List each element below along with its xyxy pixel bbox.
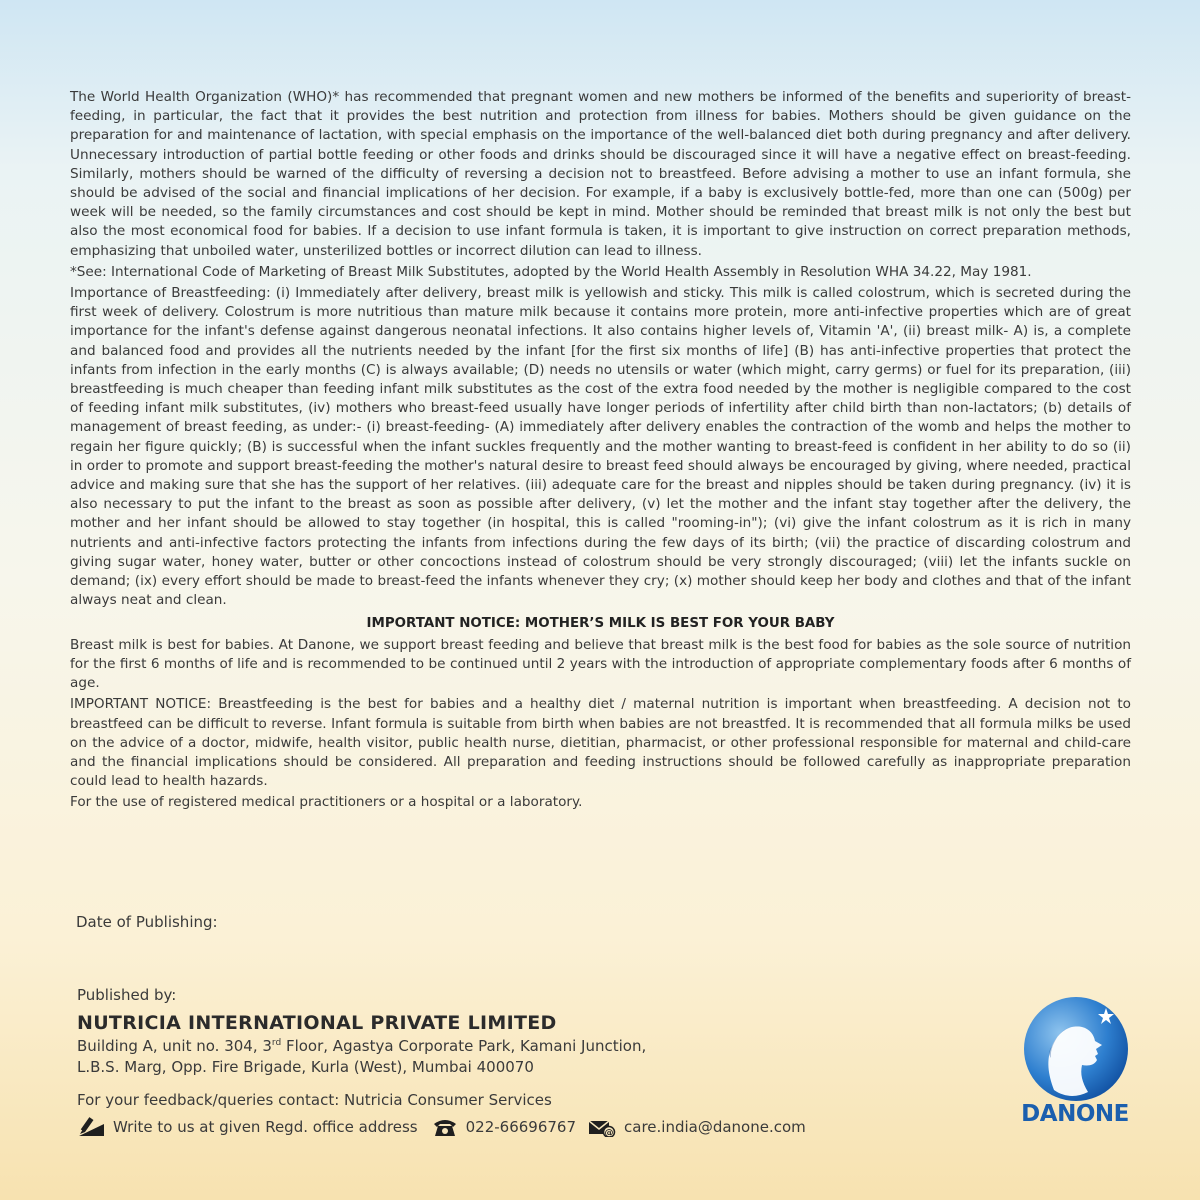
- breastfeeding-importance-paragraph: Importance of Breastfeeding: (i) Immediately after delivery, breast milk is yellowish and sticky. This milk is called colostrum, which is secreted during the first week of delivery. Colostrum is more nutritious than mature milk because it contains more protein, more anti-infective properties which are of great importance for the infant's defense against dangerous neonatal infections. It also contains higher levels of, Vitamin 'A', (ii) breast milk- A) is, a complete and balanced food and provides all the nutrients needed by the infant [for the first six months of life] (B) has anti-infective properties that protect the infants from infection in the early months (C) is always available; (D) needs no utensils or water (which might, carry germs) or fuel for its preparation, (iii) breastfeeding is much cheaper than feeding infant milk substitutes as the cost of the extra food needed by the mother is negligible compared to the cost of feeding infant milk substitutes, (iv) mothers who breast-feed usually have longer periods of infertility after child birth than non-lactators; (b) details of management of breast feeding, as under:- (i) breast-feeding- (A) immediately after delivery enables the contraction of the womb and helps the mother to regain her figure quickly; (B) is successful when the infant suckles frequently and the mother wanting to breast-feed is confident in her ability to do so (ii) in order to promote and support breast-feeding the mother's natural desire to breast feed should always be encouraged by giving, where needed, practical advice and making sure that she has the support of her relatives. (iii) adequate care for the breast and nipples should be taken during pregnancy. (iv) it is also necessary to put the infant to the breast as soon as possible after delivery, (v) let the mother and the infant stay together after the delivery, the mother and her infant should be allowed to stay together (in hospital, this is called "rooming-in"); (vi) give the infant colostrum as it is rich in many nutrients and anti-infective factors protecting the infants from infections during the few days of its birth; (vii) the practice of discarding colostrum and giving sugar water, honey water, butter or other concoctions instead of colostrum should be very strongly discouraged; (viii) let the infants suckle on demand; (ix) every effort should be made to breast-feed the infants whenever they cry; (x) mother should keep her body and clothes and that of the infant always neat and clean.: [70, 285, 1131, 609]
- svg-text:@: @: [604, 1128, 614, 1137]
- email-icon: [588, 1117, 616, 1137]
- who-code-footnote: *See: International Code of Marketing of Breast Milk Substitutes, adopted by the World Health Assembly in Resolution WHA 34.22, May 1981.: [70, 263, 1032, 280]
- write-letter-icon: [77, 1116, 105, 1138]
- write-to-us-text: Write to us at given Regd. office address: [113, 1118, 418, 1136]
- phone-number[interactable]: 022-66696767: [465, 1118, 576, 1136]
- important-notice-paragraph: IMPORTANT NOTICE: Breastfeeding is the best for babies and a healthy diet / maternal nutrition is important when breastfeeding. A decision not to breastfeed can be difficult to reverse. Infant formula is suitable from birth when babies are not breastfed. It is recommended that all formula milks be used on the advice of a doctor, midwife, health visitor, public health nurse, dietitian, pharmacist, or other professional responsible for maternal and child-care and the financial implications should be considered. All preparation and feeding instructions should be followed carefully as inappropriate preparation could lead to health hazards.: [70, 696, 1131, 790]
- publisher-company-name: NUTRICIA INTERNATIONAL PRIVATE LIMITED: [77, 1012, 557, 1034]
- publisher-address-line2: L.B.S. Marg, Opp. Fire Brigade, Kurla (West), Mumbai 400070: [77, 1058, 534, 1076]
- date-of-publishing: Date of Publishing:: [76, 913, 218, 931]
- important-notice-title: IMPORTANT NOTICE: MOTHER’S MILK IS BEST FOR YOUR BABY: [366, 616, 835, 632]
- who-recommendation-paragraph: The World Health Organization (WHO)* has recommended that pregnant women and new mothers be informed of the benefits and superiority of breast-feeding, in particular, the fact that it provides the best nutrition and protection from illness for babies. Mothers should be given guidance on the preparation for and maintenance of lactation, with special emphasis on the importance of the well-balanced diet both during pregnancy and after delivery. Unnecessary introduction of partial bottle feeding or other foods and drinks should be discouraged since it will have a negative effect on breast-feeding. Similarly, mothers should be warned of the difficulty of reversing a decision not to breastfeed. Before advising a mother to use an infant formula, she should be advised of the social and financial implications of her decision. For example, if a baby is exclusively bottle-fed, more than one can (500g) per week will be needed, so the family circumstances and cost should be kept in mind. Mother should be reminded that breast milk is not only the best but also the most economical food for babies. If a decision to use infant formula is taken, it is important to give instruction on correct preparation methods, emphasizing that unboiled water, unsterilized bottles or incorrect dilution can lead to illness.: [70, 89, 1131, 259]
- document-body: [70, 88, 1131, 815]
- publisher-address-line1: Building A, unit no. 304, 3rd Floor, Agastya Corporate Park, Kamani Junction,: [77, 1037, 647, 1055]
- danone-support-paragraph: Breast milk is best for babies. At Danone, we support breast feeding and believe that breast milk is the best food for babies as the sole source of nutrition for the first 6 months of life and is recommended to be continued until 2 years with the introduction of appropriate complementary foods after 6 months of age.: [70, 636, 1131, 692]
- email-address[interactable]: care.india@danone.com: [624, 1118, 806, 1136]
- medical-use-note: For the use of registered medical practitioners or a hospital or a laboratory.: [70, 794, 583, 811]
- telephone-icon: [432, 1117, 458, 1137]
- contact-row: [77, 1114, 806, 1140]
- danone-wordmark: DANONE: [1021, 1101, 1129, 1127]
- danone-logo: [1018, 994, 1134, 1106]
- published-by-label: Published by:: [77, 986, 177, 1004]
- feedback-contact-label: For your feedback/queries contact: Nutricia Consumer Services: [77, 1091, 552, 1109]
